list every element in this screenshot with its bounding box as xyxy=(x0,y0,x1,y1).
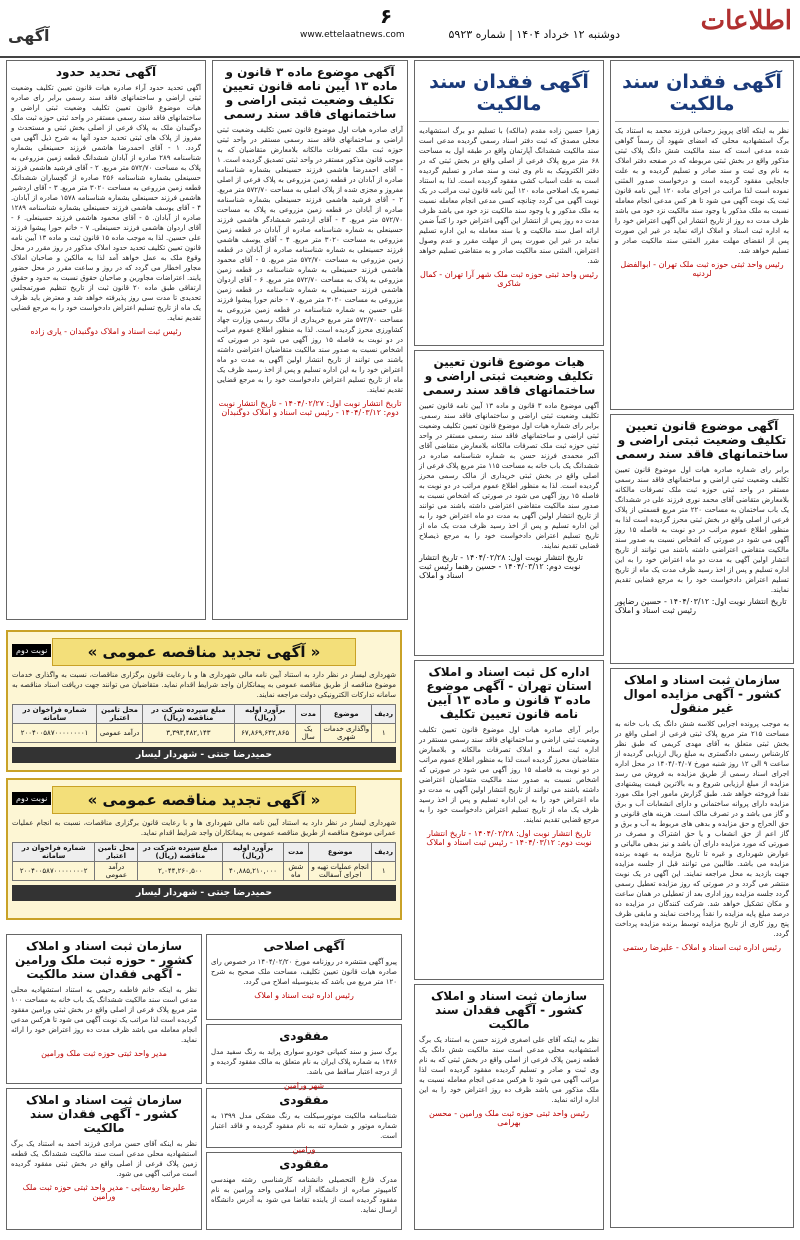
ad-box xyxy=(610,668,794,1228)
ad-title: اداره کل ثبت اسناد و املاک استان تهران - آگهی موضوع ماده ۳ قانون و ماده ۱۳ آیین نامه قانون تعیین تکلیف xyxy=(426,665,592,721)
column-1 xyxy=(610,60,794,1234)
table-header: محل تامین اعتبار xyxy=(95,843,138,862)
table-cell: شش ماه xyxy=(283,862,308,881)
small-ads-right xyxy=(206,934,402,1234)
ad-text: پیرو آگهی منتشره در روزنامه مورخ ۱۴۰۴/۰۲/۲۰ در خصوص رای صادره هیات قانون تعیین تکلیف، مساحت ملک صحیح به شرح ۱۲۰ متر مربع می باشد که بدینوسیله اصلاح می گردد. xyxy=(211,958,397,986)
ad-title: هیات موضوع قانون تعیین تکلیف وضعیت ثبتی اراضی و ساختمانهای فاقد سند رسمی xyxy=(422,355,596,397)
ad-box xyxy=(206,1152,402,1230)
tender-ad xyxy=(6,778,402,920)
ad-text: مدرک فارغ التحصیلی دانشنامه کارشناسی رشته مهندسی کامپیوتر صادره از دانشگاه آزاد اسلامی واحد ورامین به نام مفقود گردیده است از یابنده تقاضا می شود به آدرس دانشگاه ارسال نماید. xyxy=(211,1176,397,1214)
page-header xyxy=(0,0,800,58)
ad-box xyxy=(206,1088,402,1154)
table-cell: ۴۰,۸۸۵,۲۱۰,۰۰۰ xyxy=(223,862,283,881)
ad-text: نظر به اینکه خانم فاطمه رحیمی به استناد استشهادیه محلی مدعی است سند مالکیت ششدانگ یک باب خانه به مساحت ۱۰۰ متر مربع پلاک فرعی از اصلی واقع در بخش ثبتی ورامین مفقود گردیده است لذا مراتب یک نوبت آگهی می شود تا هرکس مدعی انجام معامله می باشد ظرف مدت ده روز اعتراض خود را ارائه نماید. xyxy=(11,986,197,1044)
ad-box xyxy=(414,984,604,1230)
ad-signature: مدیر واحد ثبتی حوزه ثبت ملک ورامین xyxy=(41,1049,167,1058)
table-cell: ۳,۳۹۳,۴۸۲,۱۴۳ xyxy=(142,724,234,743)
column-3 xyxy=(212,60,408,624)
ad-title: آگهی موضوع ماده ۳ قانون و ماده ۱۳ آیین نامه قانون تعیین تکلیف وضعیت ثبتی اراضی و ساختمانهای فاقد سند رسمی xyxy=(222,65,398,121)
table-header: شماره فراخوان در سامانه xyxy=(13,843,95,862)
table-cell: واگذاری خدمات شهری xyxy=(321,724,372,743)
tender-title: « آگهی تجدید مناقصه عمومی » xyxy=(52,786,356,814)
ad-title: آگهی فقدان سند مالکیت xyxy=(615,65,789,122)
table-row xyxy=(13,724,396,743)
ad-box xyxy=(414,60,604,346)
ad-signature: تاریخ انتشار نوبت اول: ۱۴۰۴/۰۳/۱۲ - حسین رضاپور رئیس ثبت اسناد و املاک xyxy=(615,597,787,615)
ad-title: آگهی تحدید حدود xyxy=(55,65,157,79)
round-badge: نوبت دوم xyxy=(12,644,51,657)
ad-text: نظر به اینکه آقای پرویز رحمانی فرزند محمد به استناد یک برگ استشهادیه محلی که امضای شهود آن رسماً گواهی شده مدعی است که سند مالکیت شش دانگ پلاک ثبتی مذکور واقع در بخش ثبتی مربوطه که در صفحه دفتر املاک به نام وی ثبت و سند صادر و تسلیم گردیده و به علت جابجایی مفقود گردیده است و درخواست صدور المثنی نموده است لذا مراتب در اجرای ماده ۱۲۰ آیین نامه قانون ثبت یک نوبت آگهی می شود تا هر کس مدعی انجام معامله نسبت به ملک مذکور یا وجود سند مالکیت نزد خود می باشد ظرف مدت ده روز از تاریخ انتشار این آگهی اعتراض خود را به اداره ثبت اسناد و املاک ارائه نماید در غیر این صورت پس از انقضای مهلت مقرر المثنی سند مالکیت صادر و تسلیم خواهد شد. xyxy=(615,127,790,255)
ad-text: زهرا حسین زاده مقدم (مالکه) با تسلیم دو برگ استشهادیه محلی مصدق که ثبت دفتر اسناد رسمی گردیده مدعی است سند مالکیت ششدانگ آپارتمان واقع در طبقه اول به مساحت ۶۸ متر مربع پلاک فرعی از اصلی واقع در بخش ثبتی که در دفتر الکترونیک به نام وی ثبت و سند صادر و تسلیم گردیده است به علت اسباب کشی مفقود گردیده است. لذا به استناد تبصره یک اصلاحی ماده ۱۲۰ آیین نامه قانون ثبت مراتب در یک نوبت آگهی می گردد چنانچه کسی مدعی انجام معامله نسبت به ملک مذکور و یا وجود سند مالکیت نزد خود می باشد ظرف مدت ده روز پس از انتشار این آگهی اعتراض خود را کتباً ضمن ارائه اصل سند مالکیت و یا سند معامله به این اداره تسلیم نماید در غیر این صورت پس از مهلت مقرر و عدم وصول اعتراض، المثنی سند مالکیت صادر و به متقاضی تسلیم خواهد شد. xyxy=(419,127,599,265)
table-header: ردیف xyxy=(372,705,396,724)
ad-title: سازمان ثبت اسناد و املاک کشور - آگهی مزایده اموال غیر منقول xyxy=(623,673,781,715)
ad-signature: رئیس اداره ثبت اسناد و املاک xyxy=(254,991,354,1000)
ad-signature: تاریخ انتشار نوبت اول: ۱۴۰۴/۰۲/۲۷ - تاریخ انتشار نوبت دوم: ۱۴۰۴/۰۳/۱۲ - رئیس ثبت اسناد و املاک دوگنبدان xyxy=(218,399,402,417)
ad-signature: رئیس واحد ثبتی حوزه ثبت ملک شهر آرا تهران - کمال شاکری xyxy=(420,270,598,288)
ad-box xyxy=(206,1024,402,1090)
small-ads-area xyxy=(6,934,402,1234)
website-link[interactable]: www.ettelaatnews.com xyxy=(300,30,405,40)
ad-box xyxy=(206,934,402,1020)
table-cell: درآمد عمومی xyxy=(97,724,143,743)
table-cell: یک سال xyxy=(296,724,321,743)
page-number: ۶ xyxy=(380,4,393,28)
ad-signature: رئیس اداره ثبت اسناد و املاک - علیرضا رستمی xyxy=(623,943,781,952)
ad-title: مفقودی xyxy=(279,1093,329,1107)
ad-signature: رئیس واحد ثبتی حوزه ثبت ملک تهران - ابوالفضل لردنیه xyxy=(620,260,784,278)
ad-text: شناسنامه مالکیت موتورسیکلت به رنگ مشکی مدل ۱۳۹۹ به شماره موتور و شماره تنه به نام مفقود گردیده و فاقد اعتبار است. xyxy=(211,1112,397,1140)
ad-signature: رئیس واحد ثبتی حوزه ثبت ملک ورامین - محسن بهرامی xyxy=(428,1109,590,1127)
tender-text: شهرداری لیسار در نظر دارد به استناد آیین نامه مالی شهرداری ها و با رعایت قانون برگزاری مناقصات، نسبت به واگذاری خدمات موضوع مناقصه از طریق مناقصه عمومی به پیمانکاران واجد شرایط اقدام نماید. متقاضیان می توانند جهت دریافت اسناد مناقصه به سامانه تدارکات الکترونیکی دولت مراجعه نمایند. xyxy=(12,671,396,699)
ad-title: مفقودی xyxy=(279,1157,329,1171)
table-header: برآورد اولیه (ریال) xyxy=(223,843,283,862)
table-header: موضوع xyxy=(308,843,371,862)
table-header: مدت xyxy=(296,705,321,724)
newspaper-logo: اطلاعات xyxy=(700,6,792,36)
ad-box xyxy=(414,350,604,656)
tender-title: « آگهی تجدید مناقصه عمومی » xyxy=(52,638,356,666)
table-cell: ۱ xyxy=(372,862,396,881)
table-header: شماره فراخوان در سامانه xyxy=(13,705,97,724)
column-4 xyxy=(6,60,206,624)
section-title: آگهی xyxy=(8,26,50,45)
ad-title: سازمان ثبت اسناد و املاک کشور - حوزه ثبت ملک ورامین - آگهی فقدان سند مالکیت xyxy=(15,939,193,981)
table-header: ردیف xyxy=(372,843,396,862)
tender-text: شهرداری لیسار در نظر دارد به استناد آیین نامه مالی شهرداری ها و با رعایت قانون برگزاری مناقصات، نسبت به انجام عملیات عمرانی موضوع مناقصه از طریق مناقصه عمومی به پیمانکاران واجد شرایط اقدام نماید. xyxy=(12,819,396,837)
table-cell: ۲۰۰۴۰۰۵۸۷۰۰۰۰۰۰۰۰۱ xyxy=(13,724,97,743)
ad-text: برگ سبز و سند کمپانی خودرو سواری پراید به رنگ سفید مدل ۱۳۸۶ به شماره پلاک ایران به نام متعلق به مالک مفقود گردیده و از درجه اعتبار ساقط می باشد. xyxy=(211,1048,397,1076)
table-cell: انجام عملیات تهیه و اجرای آسفالت xyxy=(308,862,371,881)
ad-text: آگهی موضوع ماده ۳ قانون و ماده ۱۳ آیین نامه قانون تعیین تکلیف وضعیت ثبتی اراضی و ساختمانهای فاقد سند رسمی. برابر رای شماره هیات اول موضوع قانون تعیین تکلیف وضعیت ثبتی اراضی و ساختمانهای فاقد سند رسمی مستقر در واحد ثبتی حوزه ثبت ملک تصرفات مالکانه بلامعارض متقاضی آقای اکبر محمدی فرزند حسن به شماره شناسنامه صادره در ششدانگ یک باب خانه به مساحت ۱۱۵ متر مربع پلاک فرعی از اصلی واقع در بخش ثبتی خریداری از مالک رسمی محرز گردیده است. لذا به منظور اطلاع عموم مراتب در دو نوبت به فاصله ۱۵ روز آگهی می شود در صورتی که اشخاص نسبت به صدور سند مالکیت متقاضی اعتراضی داشته باشند می توانند از تاریخ انتشار اولین آگهی به مدت دو ماه اعتراض خود را به این اداره تسلیم و پس از اخذ رسید ظرف مدت یک ماه از تاریخ تسلیم اعتراض دادخواست خود را به مرجع ذیصلاح قضایی تقدیم نمایند. xyxy=(419,402,599,550)
table-header: موضوع xyxy=(321,705,372,724)
table-header: مدت xyxy=(283,843,308,862)
ad-text: آگهی تحدید حدود آراء صادره هیات قانون تعیین تکلیف وضعیت ثبتی اراضی و ساختمانهای فاقد سند رسمی برابر رای صادره هیات موضوع قانون تعیین تکلیف وضعیت ثبتی اراضی و ساختمانهای فاقد سند رسمی مستقر در واحد ثبتی حوزه ثبت ملک دوگنبدان ملک به پلاک فرعی از اصلی بخش ثبتی و مستحدث و مفروز از پلاک های ثبتی تحدید حدود آنها به شرح ذیل آگهی می گردد. ۱ - آقای احمدرضا هاشمی فرزند حسینعلی بشماره شناسنامه ۲۸۹ صادره از آبادان ششدانگ قطعه زمین مزروعی به پلاک به مساحت ۵۷۲/۷۰ متر مربع. ۲ - آقای فرشید هاشمی فرزند حسینعلی بشماره شناسنامه ۲۵۶ صادره از گچساران ششدانگ قطعه زمین مزروعی به مساحت ۳۰۲۰ متر مربع. ۳ - آقای اردشیر هاشمی فرزند حسینعلی بشماره شناسنامه ۱۵۷۸ صادره از آبادان. ۴ - آقای یوسف هاشمی فرزند حسینعلی بشماره شناسنامه ۱۲۸۹ صادره از آبادان. ۵ - آقای محمود هاشمی فرزند حسینعلی. ۶ - آقای اردوان هاشمی فرزند حسینعلی. ۷ - خانم حورا پیشوا فرزند علی حسین. لذا به موجب ماده ۱۵ قانون ثبت و ماده ۱۳ آیین نامه قانون تعیین تکلیف تحدید حدود املاک مذکور در روز مقرر در محل وقوع ملک به عمل خواهد آمد لذا به مالکین و صاحبان املاک مجاور اخطار می گردد که در روز و ساعت مقرر در محل حضور یابند. اعتراضات مجاورین و صاحبان حقوق نسبت به حدود و حقوق ارتفاقی طبق ماده ۲۰ قانون ثبت از تاریخ تنظیم صورتمجلس تحدیدی تا مدت سی روز پذیرفته خواهد شد و معترض باید ظرف یک ماه از تاریخ تسلیم اعتراض دادخواست خود را به مرجع قضایی تقدیم نماید. xyxy=(11,84,202,322)
ad-title: آگهی فقدان سند مالکیت xyxy=(419,65,599,122)
ad-signature: ورامین xyxy=(292,1145,316,1154)
ad-title: سازمان ثبت اسناد و املاک کشور - آگهی فقدان سند مالکیت xyxy=(430,989,588,1031)
ad-box xyxy=(6,1088,202,1230)
tender-signature: حمیدرضا جنتی - شهردار لیسار xyxy=(12,747,396,763)
ad-title: آگهی اصلاحی xyxy=(263,939,345,953)
ad-box xyxy=(414,660,604,980)
ad-text: نظر به اینکه آقای حسن مرادی فرزند احمد به استناد یک برگ استشهادیه محلی مدعی است سند مالکیت ششدانگ یک قطعه زمین پلاک فرعی از اصلی واقع در بخش ثبتی مفقود گردیده است مراتب آگهی می شود. xyxy=(11,1140,197,1178)
ad-text: نظر به اینکه آقای علی اصغری فرزند حسن به استناد یک برگ استشهادیه محلی مدعی است سند مالکیت شش دانگ یک قطعه زمین پلاک فرعی از اصلی واقع در بخش ثبتی که به نام وی ثبت و صادر و تسلیم گردیده مفقود گردیده است لذا مراتب آگهی می شود تا هرکس مدعی انجام معامله نسبت به ملک مذکور می باشد ظرف ده روز اعتراض خود را به این اداره ارائه نماید. xyxy=(419,1036,599,1104)
ad-signature: علیرضا روستایی - مدیر واحد ثبتی حوزه ثبت ملک ورامین xyxy=(22,1183,186,1201)
round-badge: نوبت دوم xyxy=(12,792,51,805)
ad-box xyxy=(6,60,206,620)
table-cell: ۲۰۰۴۰۰۵۸۷۰۰۰۰۰۰۰۰۲ xyxy=(13,862,95,881)
ad-signature: تاریخ انتشار نوبت اول: ۱۴۰۴/۰۲/۲۸ - تاریخ انتشار نوبت دوم: ۱۴۰۴/۰۳/۱۲ - حسین رهنما رئیس ثبت اسناد و املاک xyxy=(419,553,583,580)
ad-text: به موجب پرونده اجرایی کلاسه شش دانگ یک باب خانه به مساحت ۲۱۵ متر مربع پلاک ثبتی فرعی از اصلی واقع در بخش ثبتی متعلق به آقای مهدی کریمی که طبق نظر کارشناس رسمی دادگستری به مبلغ ریال ارزیابی گردیده از ساعت ۹ الی ۱۲ روز شنبه مورخ ۱۴۰۴/۰۴/۰۷ در محل اداره اجرای اسناد رسمی از طریق مزایده به فروش می رسد مزایده از مبلغ ارزیابی شروع و به بالاترین قیمت پیشنهادی نقداً فروخته خواهد شد. طبق گزارش مامور اجرا ملک مورد مزایده دارای پروانه ساختمانی و دارای انشعابات آب و برق و گاز می باشد و در تصرف مالک است. هزینه های قانونی و حق الحراج و حق مزایده و بدهی های مربوط به آب و برق و گاز اعم از حق انشعاب و یا حق اشتراک و مصرف در صورتی که مورد مزایده دارای آن باشد و نیز بدهی مالیاتی و عوارض شهرداری و غیره تا تاریخ مزایده به عهده برنده مزایده می باشد. طالبین می توانند قبل از جلسه مزایده جهت بازدید به محل مراجعه نمایند. این آگهی در یک نوبت منتشر می گردد و در صورتی که روز مزایده تعطیل رسمی گردد جلسه مزایده روز اداری بعد از تعطیلی در همان ساعت و مکان تشکیل خواهد شد. شرکت کنندگان در مزایده ده درصد مبلغ پایه مزایده را نقداً پرداخت نمایند و مابقی ظرف پنج روز کاری از تاریخ مزایده توسط برنده مزایده پرداخت گردد. xyxy=(615,720,789,938)
table-header: مبلغ سپرده شرکت در مناقصه (ریال) xyxy=(142,705,234,724)
ad-title: آگهی موضوع قانون تعیین تکلیف وضعیت ثبتی اراضی و ساختمانهای فاقد سند رسمی xyxy=(615,419,789,461)
ad-box xyxy=(610,414,794,664)
ad-box xyxy=(6,934,202,1084)
table-row xyxy=(13,862,396,881)
ad-signature: تاریخ انتشار نوبت اول: ۱۴۰۴/۰۲/۲۸ - تاریخ انتشار نوبت دوم: ۱۴۰۴/۰۳/۱۲ - رئیس ثبت اسناد و املاک xyxy=(426,829,592,847)
issue-date: دوشنبه ۱۲ خرداد ۱۴۰۴ | شماره ۵۹۲۳ xyxy=(448,28,620,41)
tenders-area xyxy=(6,630,402,930)
table-cell: درآمد عمومی xyxy=(95,862,138,881)
table-header: مبلغ سپرده شرکت در مناقصه (ریال) xyxy=(138,843,223,862)
small-ads-left xyxy=(6,934,202,1234)
table-header: محل تامین اعتبار xyxy=(97,705,143,724)
ad-text: آرای صادره هیات اول موضوع قانون تعیین تکلیف وضعیت ثبتی اراضی و ساختمانهای فاقد سند رسمی مستقر در واحد ثبتی حوزه ثبت ملک تصرفات مالکانه بلامعارض متقاضیان که به موجب قانون مذکور مستقر در واحد ثبتی تصدیق گردیده است. ۱ - آقای احمدرضا هاشمی فرزند حسینعلی بشماره شناسنامه صادره از آبادان در قطعه زمین مزروعی به پلاک فرعی از اصلی مفروز و مجزی شده از پلاک اصلی به مساحت ۵۷۲/۷۰ متر مربع. ۲ - آقای فرشید هاشمی فرزند حسینعلی بشماره شناسنامه صادره از آبادان در قطعه زمین مزروعی به پلاک به مساحت ۵۷۲/۷۰ متر مربع. ۳ - آقای اردشیر شمشادگر هاشمی فرزند حسینعلی به شماره شناسنامه صادره از آبادان در قطعه زمین مزروعی به مساحت ۳۰۲۰ متر مربع. ۴ - آقای یوسف هاشمی فرزند حسینعلی به شماره شناسنامه صادره از آبادان در قطعه زمین مزروعی به مساحت ۵۷۲/۷۰ متر مربع. ۵ - آقای محمود هاشمی فرزند حسینعلی به شماره شناسنامه در قطعه زمین مزروعی به پلاک به مساحت ۵۷۲/۷۰ متر مربع. ۶ - آقای اردوان هاشمی فرزند حسینعلی به شماره شناسنامه در قطعه زمین مزروعی به مساحت ۳۰۲۰ متر مربع. ۷ - خانم حورا پیشوا فرزند علی حسین به شماره شناسنامه در قطعه زمین مزروعی به مساحت ۵۷۲/۷۰ متر مربع خریداری از مالک رسمی وزارت جهاد کشاورزی محرز گردیده است. لذا به منظور اطلاع عموم مراتب در دو نوبت به فاصله ۱۵ روز آگهی می شود در صورتی که اشخاص نسبت به صدور سند مالکیت متقاضیان اعتراضی داشته باشند می توانند از تاریخ انتشار اولین آگهی به مدت دو ماه اعتراض خود را به این اداره تسلیم و پس از اخذ رسید ظرف یک ماه از تاریخ تسلیم اعتراض دادخواست خود را به مرجع قضایی تقدیم نمایند. xyxy=(217,126,404,394)
ad-signature: شهر ورامین xyxy=(283,1081,325,1090)
tender-signature: حمیدرضا جنتی - شهردار لیسار xyxy=(12,885,396,901)
table-cell: ۲,۰۴۴,۲۶۰,۵۰۰ xyxy=(138,862,223,881)
tender-table xyxy=(12,704,396,743)
table-cell: ۱ xyxy=(372,724,396,743)
ad-signature: رئیس ثبت اسناد و املاک دوگنبدان - یاری زاده xyxy=(30,327,182,336)
ad-title: مفقودی xyxy=(279,1029,329,1043)
ad-text: برابر آرای صادره هیات اول موضوع قانون تعیین تکلیف وضعیت ثبتی اراضی و ساختمانهای فاقد سند رسمی مستقر در اداره ثبت اسناد و املاک تصرفات مالکانه و بلامعارض متقاضیان محرز گردیده است لذا به منظور اطلاع عموم مراتب در دو نوبت به فاصله ۱۵ روز آگهی می شود در صورتی که اشخاص نسبت به صدور سند مالکیت متقاضیان اعتراضی داشته باشند می توانند از تاریخ انتشار اولین آگهی به مدت دو ماه اعتراض خود را به این اداره تسلیم و پس از اخذ رسید ظرف یک ماه از تاریخ تسلیم اعتراض دادخواست خود را به مرجع قضایی تقدیم نمایند. xyxy=(419,726,600,824)
ad-box xyxy=(610,60,794,410)
ad-title: سازمان ثبت اسناد و املاک کشور - آگهی فقدان سند مالکیت xyxy=(25,1093,183,1135)
table-cell: ۶۷,۸۶۹,۶۴۲,۸۶۵ xyxy=(234,724,296,743)
tender-table xyxy=(12,842,396,881)
tender-ad xyxy=(6,630,402,772)
table-header: برآورد اولیه (ریال) xyxy=(234,705,296,724)
ad-box xyxy=(212,60,408,620)
column-2 xyxy=(414,60,604,1234)
ad-text: برابر رای شماره صادره هیات اول موضوع قانون تعیین تکلیف وضعیت ثبتی اراضی و ساختمانهای فاقد سند رسمی مستقر در واحد ثبتی حوزه ثبت ملک تصرفات مالکانه بلامعارض متقاضی آقای محمد نوری فرزند علی در ششدانگ یک باب ساختمان به مساحت ۲۲۰ متر مربع قسمتی از پلاک فرعی از اصلی واقع در بخش ثبتی محرز گردیده است لذا به منظور اطلاع عموم مراتب در دو نوبت به فاصله ۱۵ روز آگهی می شود در صورتی که اشخاص نسبت به صدور سند مالکیت متقاضی اعتراضی داشته باشند می توانند از تاریخ انتشار اولین آگهی به مدت دو ماه اعتراض خود را به این اداره تسلیم و پس از اخذ رسید ظرف مدت یک ماه از تاریخ تسلیم اعتراض دادخواست خود را به مرجع قضایی تقدیم نمایند. xyxy=(615,466,790,594)
